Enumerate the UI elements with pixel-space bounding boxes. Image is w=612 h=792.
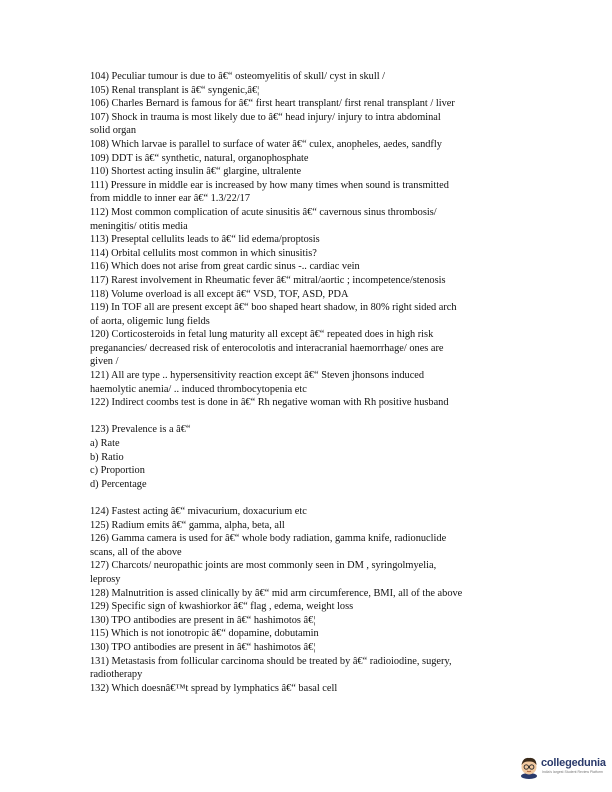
text-line: 120) Corticosteroids in fetal lung maturity all except â€“ repeated does in high risk: [90, 329, 434, 341]
paragraph-gap: [90, 410, 530, 424]
text-line: c) Proportion: [90, 465, 145, 477]
text-line: a) Rate: [90, 438, 120, 450]
text-line: 108) Which larvae is parallel to surface of water â€“ culex, anopheles, aedes, sandfly: [90, 138, 442, 150]
text-line: 118) Volume overload is all except â€“ VSD, TOF, ASD, PDA: [90, 288, 349, 300]
text-line: 121) All are type .. hypersensitivity reaction except â€“ Steven jhonsons induced: [90, 370, 425, 382]
text-line: given /: [90, 356, 119, 368]
document-body: [90, 70, 530, 695]
text-line: 119) In TOF all are present except â€“ boo shaped heart shadow, in 80% right sided arch: [90, 302, 457, 314]
text-line: 111) Pressure in middle ear is increased by how many times when sound is transmitted: [90, 179, 449, 191]
text-line: 110) Shortest acting insulin â€“ glargine, ultralente: [90, 166, 302, 178]
text-line: 127) Charcots/ neuropathic joints are most commonly seen in DM , syringolmyelia,: [90, 560, 437, 572]
text-line: 116) Which does not arise from great cardic sinus -.. cardiac vein: [90, 261, 360, 273]
text-line: haemolytic anemia/ .. induced thrombocytopenia etc: [90, 383, 307, 395]
logo-tagline: India's largest Student Review Platform: [542, 770, 603, 774]
text-line: 128) Malnutrition is assed clinically by â€“ mid arm circumference, BMI, all of the above: [90, 587, 463, 599]
logo-name: collegedunia: [541, 757, 606, 769]
text-line: b) Ratio: [90, 451, 124, 463]
text-line: 124) Fastest acting â€“ mivacurium, doxacurium etc: [90, 506, 307, 517]
collegedunia-logo[interactable]: [519, 755, 611, 781]
text-line: 113) Preseptal cellulits leads to â€“ lid edema/proptosis: [90, 234, 320, 246]
text-line: 126) Gamma camera is used for â€“ whole body radiation, gamma knife, radionuclide: [90, 533, 447, 545]
text-line: leprosy: [90, 573, 121, 585]
text-line: 122) Indirect coombs test is done in â€“ Rh negative woman with Rh positive husband: [90, 397, 449, 409]
text-line: from middle to inner ear â€“ 1.3/22/17: [90, 193, 250, 205]
text-line: scans, all of the above: [90, 546, 182, 558]
text-line: 123) Prevalence is a â€“: [90, 424, 191, 436]
text-line: 107) Shock in trauma is most likely due to â€“ head injury/ injury to intra abdominal: [90, 111, 441, 123]
text-line: 130) TPO antibodies are present in â€“ hashimotos â€¦: [90, 614, 316, 626]
text-line: 105) Renal transplant is â€“ syngenic,â€¦: [90, 84, 260, 96]
text-line: 114) Orbital cellulits most common in which sinusitis?: [90, 247, 317, 259]
text-line: radiotherapy: [90, 669, 143, 681]
text-line: d) Percentage: [90, 478, 147, 490]
paragraph-gap: [90, 491, 530, 505]
text-line: 117) Rarest involvement in Rheumatic fever â€“ mitral/aortic ; incompetence/stenosis: [90, 274, 446, 286]
text-line: of aorta, oligemic lung fields: [90, 315, 210, 327]
text-line: 129) Specific sign of kwashiorkor â€“ flag , edema, weight loss: [90, 601, 354, 613]
text-line: 104) Peculiar tumour is due to â€“ osteomyelitis of skull/ cyst in skull /: [90, 71, 386, 82]
text-line: solid organ: [90, 125, 137, 137]
text-line: 125) Radium emits â€“ gamma, alpha, beta, all: [90, 519, 285, 531]
text-line: 109) DDT is â€“ synthetic, natural, organophosphate: [90, 152, 309, 164]
text-line: 112) Most common complication of acute sinusitis â€“ cavernous sinus thrombosis/: [90, 206, 437, 218]
mascot-icon: [519, 755, 541, 779]
text-line: 106) Charles Bernard is famous for â€“ first heart transplant/ first renal transplant / liver: [90, 98, 455, 110]
text-line: 131) Metastasis from follicular carcinoma should be treated by â€“ radioiodine, sugery,: [90, 655, 452, 667]
text-line: 115) Which is not ionotropic â€“ dopamine, dobutamin: [90, 628, 319, 640]
text-line: meningitis/ otitis media: [90, 220, 188, 232]
text-line: 130) TPO antibodies are present in â€“ hashimotos â€¦: [90, 641, 316, 653]
text-line: 132) Which doesnâ€™t spread by lymphatics â€“ basal cell: [90, 682, 338, 694]
text-line: preganancies/ decreased risk of enterocolotis and interacranial haemorrhage/ ones are: [90, 342, 444, 354]
